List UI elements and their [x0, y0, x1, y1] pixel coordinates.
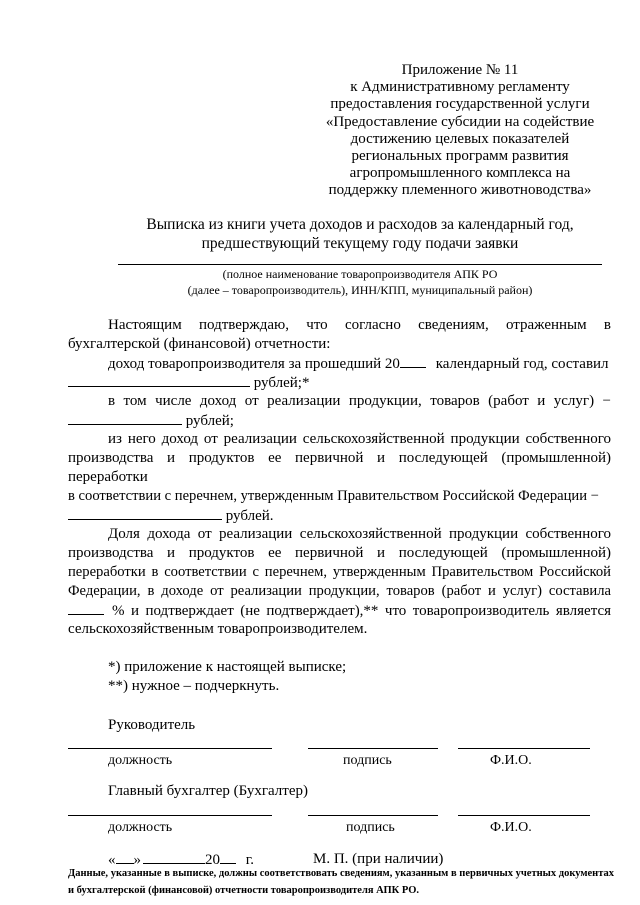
- share-line4: Федерации, в доходе от реализации продукции, товаров (работ и услуг) составила: [68, 583, 611, 599]
- sales-income-unit: рублей;: [185, 413, 234, 429]
- producer-name-field: [118, 264, 602, 265]
- word: сведениям,: [418, 317, 489, 333]
- accountant-signature-field: [308, 815, 438, 816]
- year-suffix-blank: [220, 851, 236, 864]
- footnote-2: **) нужное – подчеркнуть.: [108, 678, 280, 694]
- document-title-line2: предшествующий текущему году подачи заявки: [201, 235, 519, 252]
- appendix-line: агропромышленного комплекса на: [349, 165, 571, 182]
- accountant-name-field: [458, 815, 590, 816]
- income-total-blank: [68, 374, 250, 387]
- document-title-line1: Выписка из книги учета доходов и расходов за календарный год,: [146, 216, 574, 233]
- paragraph-1-line1: [108, 317, 611, 334]
- appendix-line: «Предоставление субсидии на содействие: [325, 113, 595, 130]
- appendix-header: [300, 62, 620, 200]
- sales-income-line: в том числе доход от реализации продукции, товаров (работ и услуг) −: [108, 393, 611, 409]
- agro-income-line4: в соответствии с перечнем, утвержденным Правительством Российской Федерации −: [68, 488, 599, 504]
- seal-label: М. П. (при наличии): [313, 851, 444, 867]
- share-line5: [68, 602, 611, 620]
- date-open-quote: «: [108, 852, 116, 868]
- head-title: Руководитель: [108, 717, 196, 733]
- income-total-label-end: календарный год, составил: [435, 356, 609, 372]
- head-position-field: [68, 748, 272, 749]
- word: отраженным: [505, 317, 587, 333]
- agro-income-amount-line: [68, 507, 274, 525]
- sales-income-amount-line: [68, 412, 234, 430]
- share-line6: сельскохозяйственным товаропроизводителем.: [68, 621, 368, 637]
- accountant-name-label: Ф.И.О.: [490, 820, 532, 835]
- word: что: [306, 317, 328, 333]
- year-prefix: 20: [205, 852, 220, 868]
- sales-income-blank: [68, 412, 182, 425]
- agro-income-blank: [68, 507, 222, 520]
- share-line2: производства и продуктов ее первичной и последующей (промышленной): [68, 545, 611, 561]
- word: Настоящим: [108, 317, 182, 333]
- word: согласно: [344, 317, 401, 333]
- accountant-position-field: [68, 815, 272, 816]
- agro-income-unit: рублей.: [225, 508, 274, 524]
- head-signature-field: [308, 748, 438, 749]
- head-name-label: Ф.И.О.: [490, 753, 532, 768]
- income-total-line: [108, 355, 609, 373]
- share-line5-text: % и подтверждает (не подтверждает),** что товаропроизводитель является: [112, 603, 611, 619]
- accountant-title: Главный бухгалтер (Бухгалтер): [108, 783, 308, 799]
- appendix-line: к Административному регламенту: [350, 79, 570, 96]
- share-percent-blank: [68, 602, 104, 615]
- agro-income-line1: из него доход от реализации сельскохозяйственной продукции собственного: [108, 431, 611, 447]
- agro-income-line3: переработки: [68, 469, 148, 485]
- data-accuracy-note: Данные, указанные в выписке, должны соответствовать сведениям, указанным в первичных учетных документах и бухгалтерской (финансовой) отчетности товаропроизводителя АПК РО.: [68, 868, 614, 896]
- income-total-unit: рублей;*: [253, 375, 310, 391]
- producer-caption-line1: (полное наименование товаропроизводителя АПК РО: [222, 267, 498, 281]
- appendix-line: поддержку племенного животноводства»: [328, 182, 592, 199]
- accountant-position-label: должность: [108, 820, 173, 835]
- word: подтверждаю,: [198, 317, 290, 333]
- share-line3: переработки в соответствии с перечнем, утвержденным Правительством Российской: [68, 564, 611, 580]
- appendix-line: Приложение № 11: [401, 62, 519, 78]
- day-blank: [116, 851, 134, 864]
- head-signature-label: подпись: [343, 753, 392, 768]
- footnote-1: *) приложение к настоящей выписке;: [108, 659, 347, 675]
- year-blank: [400, 355, 426, 368]
- income-total-amount-line: [68, 374, 309, 392]
- appendix-line: региональных программ развития: [351, 148, 569, 165]
- paragraph-1-line2: бухгалтерской (финансовой) отчетности:: [68, 336, 331, 352]
- date-close-quote: »: [133, 852, 141, 868]
- year-suffix: г.: [245, 852, 254, 868]
- share-line1: Доля дохода от реализации сельскохозяйственной продукции собственного: [108, 526, 611, 542]
- producer-caption-line2: (далее – товаропроизводитель), ИНН/КПП, муниципальный район): [187, 283, 533, 297]
- income-total-label: доход товаропроизводителя за прошедший 20: [108, 356, 400, 372]
- appendix-line: предоставления государственной услуги: [330, 96, 590, 113]
- head-position-label: должность: [108, 753, 173, 768]
- appendix-line: достижению целевых показателей: [350, 130, 570, 147]
- accountant-signature-label: подпись: [346, 820, 395, 835]
- head-name-field: [458, 748, 590, 749]
- agro-income-line2: производства и продуктов ее первичной и последующей (промышленной): [68, 450, 611, 466]
- word: в: [603, 317, 611, 333]
- month-blank: [143, 851, 205, 864]
